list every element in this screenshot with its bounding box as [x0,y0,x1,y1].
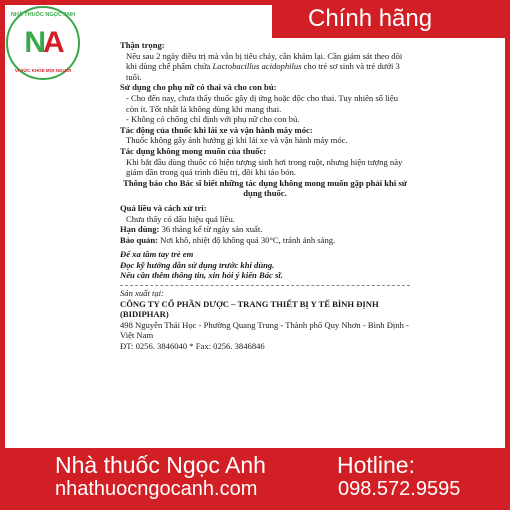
logo-ring-top-text: NHÀ THUỐC NGỌC ANH [10,12,76,18]
footer-banner [5,448,505,505]
leaflet-content [120,40,410,352]
overdose-title: Quá liều và cách xử trí: [120,202,207,213]
pregnancy-text-1: - Cho đến nay, chưa thấy thuốc gây dị ứng hoặc độc cho thai. Tuy nhiên số liệu còn ít. Tốt nhất là không dùng khi mang thai. [126,92,399,114]
precaution-text-end: cho trẻ sơ sinh và trẻ dưới 3 tuổi. [126,61,400,82]
side-effects-text: Khi bắt đầu dùng thuốc có hiện tượng sinh hơi trong ruột, nhưng hiện tượng này giảm dần trong quá trình điều trị, đôi khi táo bón. [126,156,403,178]
storage-label: Bảo quản: [120,234,158,245]
expiry-label: Hạn dùng: [120,224,160,235]
side-effects-notice: Thông báo cho Bác sĩ biết những tác dụng không mong muốn gặp phải khi sử dụng thuốc. [123,177,407,199]
authentic-badge-label: Chính hãng [308,5,433,32]
expiry-value: 36 tháng kể từ ngày sản xuất. [161,224,263,235]
pregnancy-text-2: - Không có chống chỉ định với phụ nữ cho con bú. [126,114,300,125]
driving-title: Tác động của thuốc khi lái xe và vận hành máy móc: [120,124,313,135]
divider [120,285,410,286]
overdose-text: Chưa thấy có dấu hiệu quá liều. [126,213,235,224]
warning-ask-doctor: Nếu cần thêm thông tin, xin hỏi ý kiến Bác sĩ. [120,270,283,281]
precaution-title: Thận trọng: [120,40,165,50]
logo-mark-icon: NA [24,26,62,59]
manufacturer-address: 498 Nguyễn Thái Học - Phường Quang Trung - Thành phố Quy Nhơn - Bình Định - Việt Nam [120,319,409,341]
store-name: Nhà thuốc Ngọc Anh [55,452,266,478]
manufacturer-label: Sản xuất tại: [120,288,164,299]
manufacturer-name: CÔNG TY CỔ PHẦN DƯỢC – TRANG THIẾT BỊ Y TẾ BÌNH ĐỊNH (BIDIPHAR) [120,298,379,320]
manufacturer-phone: ĐT: 0256. 3846040 * Fax: 0256. 3846846 [120,341,265,352]
logo-ring-bottom-text: VÌ SỨC KHỎE MỌI NGƯỜI [14,68,72,73]
hotline-number-link[interactable]: 098.572.9595 [338,478,461,500]
store-url-link[interactable]: nhathuocngocanh.com [55,478,258,500]
pharmacy-logo [6,6,80,80]
precaution-text [120,51,410,83]
side-effects-title: Tác dụng không mong muốn của thuốc: [120,145,267,156]
pregnancy-title: Sử dụng cho phụ nữ có thai và cho con bú: [120,82,277,93]
storage-line [120,235,410,246]
storage-value: Nơi khô, nhiệt độ không quá 30°C, tránh ánh sáng. [160,234,336,245]
precaution-text-italic: Lactobacillus acidophilus [212,61,302,72]
authentic-badge [272,0,505,38]
expiry-line [120,224,410,235]
driving-text: Thuốc không gây ảnh hưởng gì khi lái xe và vận hành máy móc. [126,135,348,146]
hotline-label: Hotline: [337,452,415,478]
warning-read: Đọc kỹ hướng dẫn sử dụng trước khi dùng. [120,259,275,270]
warning-children: Để xa tầm tay trẻ em [120,249,194,260]
precaution-text-1: Nếu sau 2 ngày điều trị mà vẫn bị tiêu chảy, cần khám lại. Cần giảm sát theo dõi khi dùng chế phẩm chứa [126,50,403,72]
